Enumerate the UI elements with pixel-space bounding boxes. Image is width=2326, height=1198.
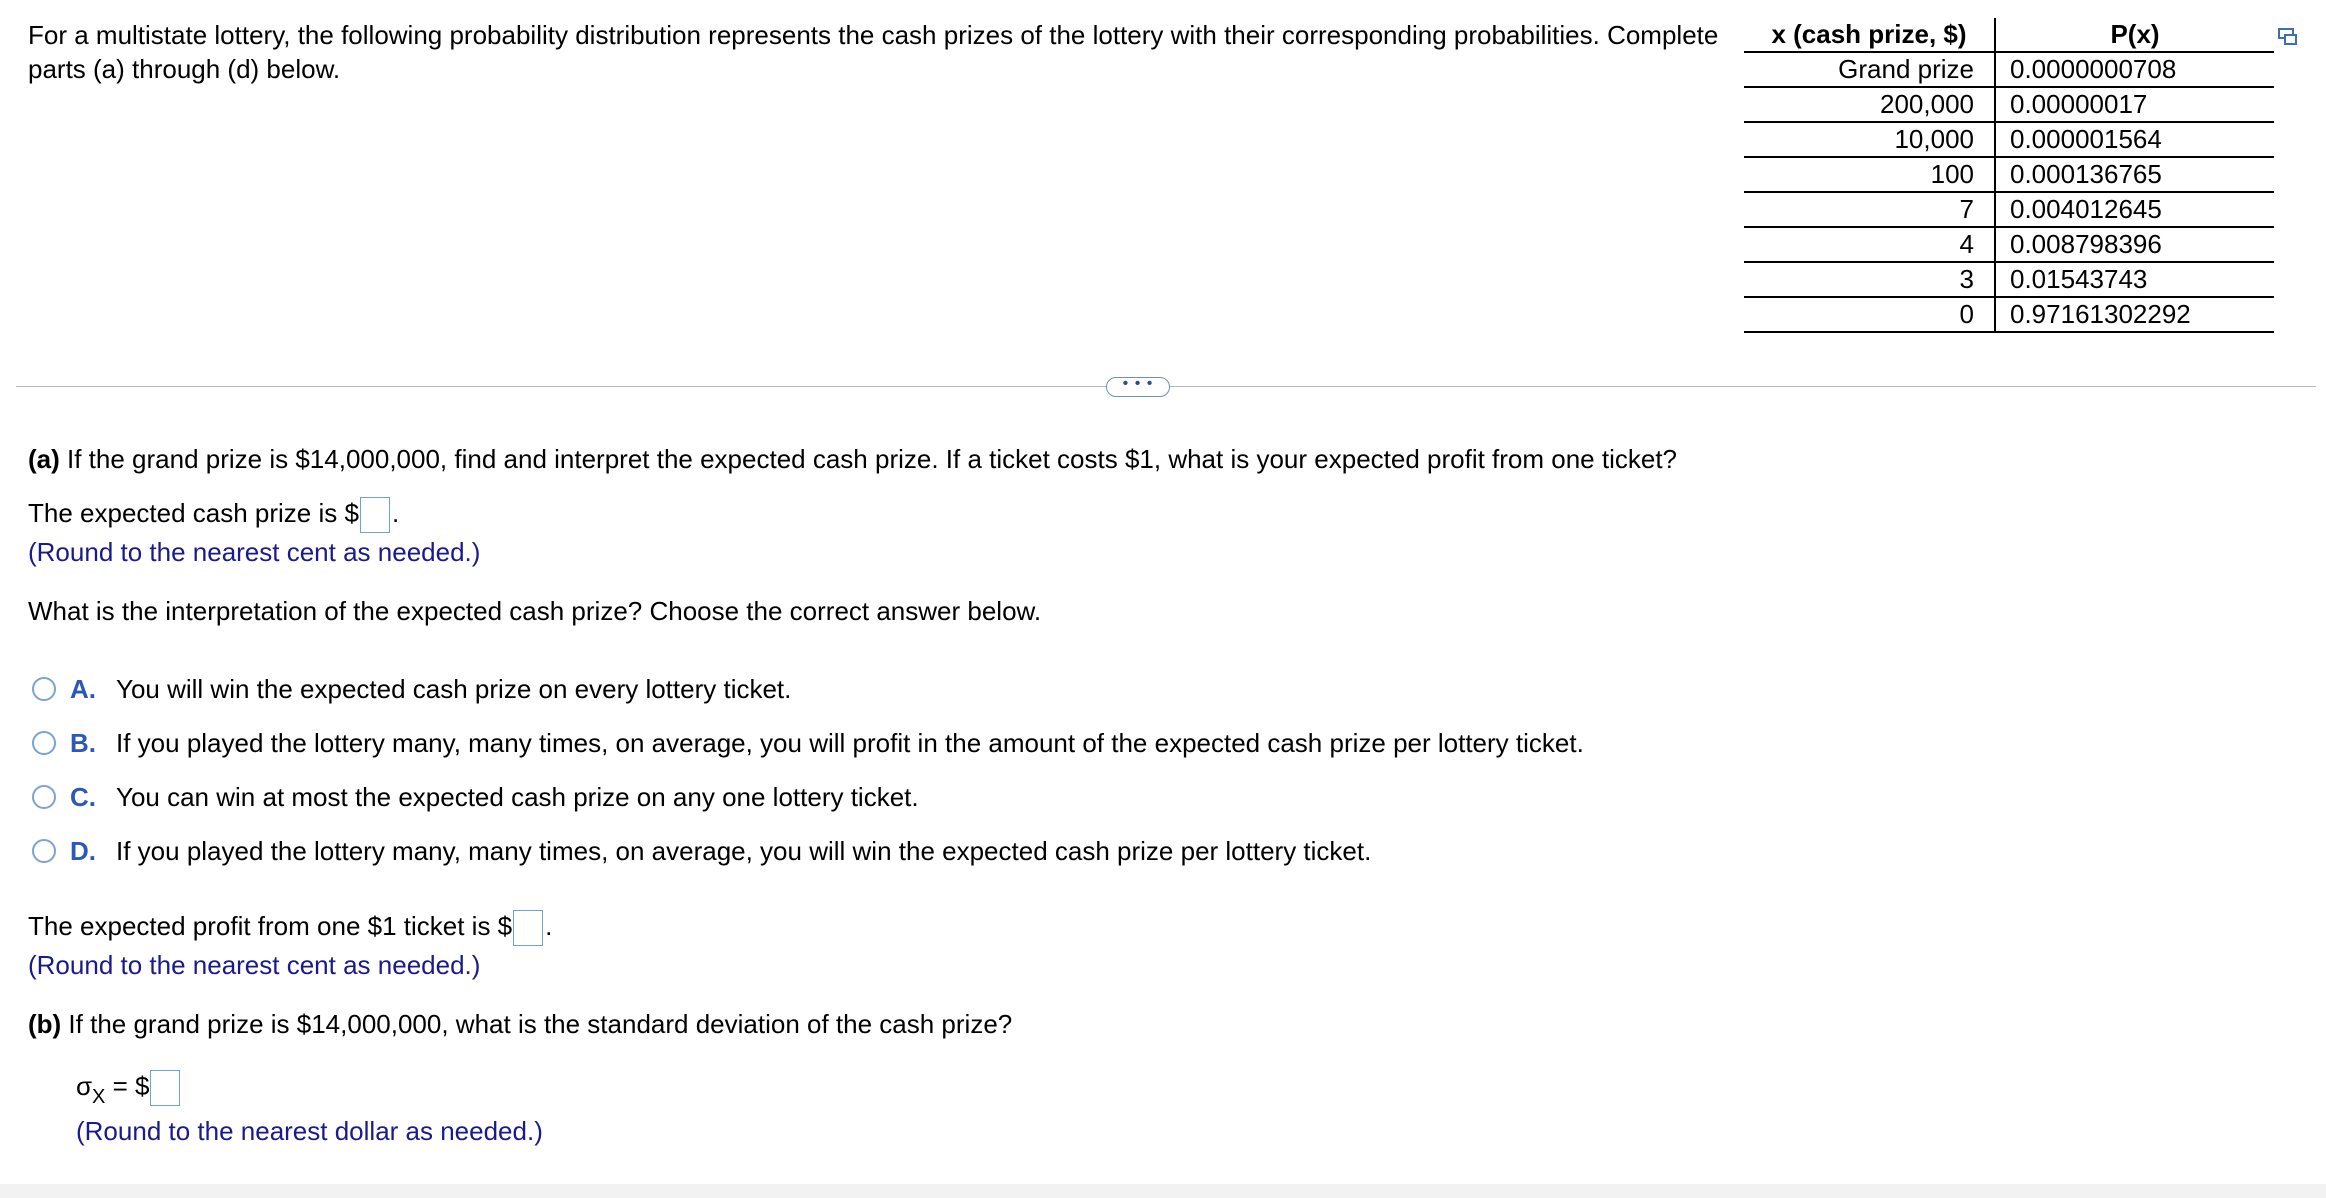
radio-option-a[interactable] xyxy=(32,677,56,701)
cell-x: 3 xyxy=(1744,262,1995,297)
option-b-letter: B. xyxy=(70,728,96,758)
expected-prize-line: The expected cash prize is $ . xyxy=(28,496,399,533)
problem-intro: For a multistate lottery, the following probability distribution represents the cash prizes of the lottery with their corresponding probabilities. Complete parts (a) through (d) below. xyxy=(28,20,1719,84)
standard-deviation-input[interactable] xyxy=(150,1070,180,1106)
cell-px: 0.0000000708 xyxy=(1995,52,2274,87)
cell-x: Grand prize xyxy=(1744,52,1995,87)
table-row xyxy=(1744,297,2274,332)
expected-prize-prefix: The expected cash prize is $ xyxy=(28,498,359,528)
expected-prize-input[interactable] xyxy=(360,497,390,533)
option-c-letter: C. xyxy=(70,782,96,812)
table-row xyxy=(1744,122,2274,157)
option-c[interactable] xyxy=(32,780,919,814)
table-row xyxy=(1744,52,2274,87)
profit-round-hint: (Round to the nearest cent as needed.) xyxy=(28,950,481,980)
round-dollar-hint: (Round to the nearest dollar as needed.) xyxy=(76,1116,543,1146)
copy-table-icon[interactable] xyxy=(2278,28,2298,46)
column-header-px: P(x) xyxy=(1995,18,2274,52)
table-row xyxy=(1744,87,2274,122)
column-header-x: x (cash prize, $) xyxy=(1744,18,1995,52)
cell-x: 10,000 xyxy=(1744,122,1995,157)
cell-px: 0.000136765 xyxy=(1995,157,2274,192)
option-d-letter: D. xyxy=(70,836,96,866)
table-row xyxy=(1744,157,2274,192)
cell-px: 0.004012645 xyxy=(1995,192,2274,227)
part-a-question-text: If the grand prize is $14,000,000, find and interpret the expected cash prize. If a ticket costs $1, what is your expected profit from one ticket? xyxy=(59,444,1678,474)
cell-x: 7 xyxy=(1744,192,1995,227)
sigma-line xyxy=(76,1066,182,1109)
part-a-question xyxy=(28,442,1677,476)
cell-x: 100 xyxy=(1744,157,1995,192)
radio-option-c[interactable] xyxy=(32,785,56,809)
option-d-text: If you played the lottery many, many times, on average, you will win the expected cash prize per lottery ticket. xyxy=(116,836,1372,866)
footer-bar xyxy=(0,1184,2326,1198)
sigma-symbol: σ xyxy=(76,1071,93,1101)
radio-option-b[interactable] xyxy=(32,731,56,755)
cell-x: 200,000 xyxy=(1744,87,1995,122)
table-header-row xyxy=(1744,18,2274,52)
cell-px: 0.000001564 xyxy=(1995,122,2274,157)
part-a-label: (a) xyxy=(28,444,60,474)
interpretation-prompt: What is the interpretation of the expected cash prize? Choose the correct answer below. xyxy=(28,596,1042,626)
option-b[interactable] xyxy=(32,726,1584,760)
cell-px: 0.01543743 xyxy=(1995,262,2274,297)
sigma-subscript: X xyxy=(92,1086,106,1108)
cell-px: 0.008798396 xyxy=(1995,227,2274,262)
option-a-text: You will win the expected cash prize on every lottery ticket. xyxy=(116,674,792,704)
cell-x: 0 xyxy=(1744,297,1995,332)
cell-x: 4 xyxy=(1744,227,1995,262)
sigma-equals: = $ xyxy=(105,1071,150,1101)
expected-profit-prefix: The expected profit from one $1 ticket is $ xyxy=(28,911,513,941)
expand-more-button[interactable]: • • • xyxy=(1106,377,1170,397)
table-row xyxy=(1744,192,2274,227)
probability-table-container xyxy=(1744,18,2274,333)
table-row xyxy=(1744,227,2274,262)
round-cent-hint: (Round to the nearest cent as needed.) xyxy=(28,537,481,567)
cell-px: 0.97161302292 xyxy=(1995,297,2274,332)
option-c-text: You can win at most the expected cash prize on any one lottery ticket. xyxy=(116,782,919,812)
option-a-letter: A. xyxy=(70,674,96,704)
radio-option-d[interactable] xyxy=(32,839,56,863)
expected-profit-input[interactable] xyxy=(513,910,543,946)
part-b-question-text: If the grand prize is $14,000,000, what is the standard deviation of the cash prize? xyxy=(61,1009,1013,1039)
cell-px: 0.00000017 xyxy=(1995,87,2274,122)
part-b-label: (b) xyxy=(28,1009,62,1039)
part-b-question xyxy=(28,1007,1012,1041)
expected-profit-line: The expected profit from one $1 ticket is $ . xyxy=(28,909,552,946)
option-b-text: If you played the lottery many, many times, on average, you will profit in the amount of the expected cash prize per lottery ticket. xyxy=(116,728,1584,758)
probability-distribution-table xyxy=(1744,18,2274,333)
option-d[interactable] xyxy=(32,834,1371,868)
table-row xyxy=(1744,262,2274,297)
option-a[interactable] xyxy=(32,672,791,706)
